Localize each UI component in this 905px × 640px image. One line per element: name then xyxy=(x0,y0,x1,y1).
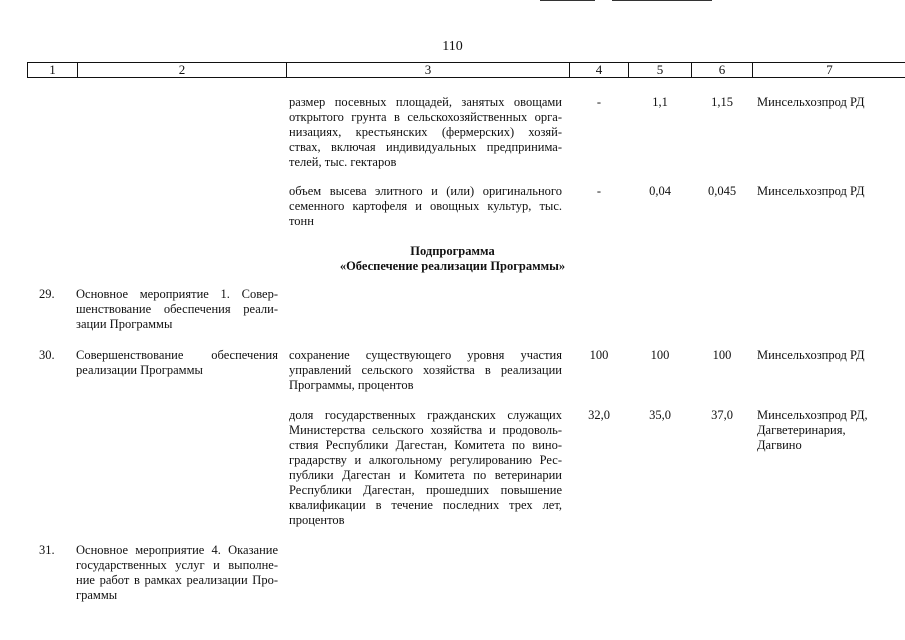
table-header xyxy=(27,62,905,78)
value-col-4: 100 xyxy=(589,348,609,362)
indicator-text: размер посевных площадей, занятых овощами открытого грунта в сельскохозяйственных орга- низациях, крестьянских (фермерских) хозяй- ствах, включая индивидуальных предпринима- телей, тыс. гектаров xyxy=(289,95,562,169)
header-col-3: 3 xyxy=(424,62,432,77)
header-col-1: 1 xyxy=(49,62,56,77)
top-rule xyxy=(540,0,595,1)
activity-text: Совершенствование обеспечения реализации Программы xyxy=(76,348,278,377)
page-number: 110 xyxy=(442,39,463,54)
top-rule xyxy=(612,0,712,1)
header-col-7: 7 xyxy=(826,62,833,77)
responsible-text: Минсельхозпрод РД xyxy=(757,95,865,109)
header-col-6: 6 xyxy=(718,62,726,77)
responsible-text: Минсельхозпрод РД xyxy=(757,184,865,198)
value-col-4: - xyxy=(596,184,602,198)
activity-text: Основное мероприятие 4. Оказание государственных услуг и выполне- ние работ в рамках реализации Про- граммы xyxy=(76,543,278,602)
value-col-5: 1,1 xyxy=(652,95,668,109)
row-number: 30. xyxy=(39,348,55,362)
responsible-text: Минсельхозпрод РД xyxy=(757,348,865,362)
value-col-6: 1,15 xyxy=(711,95,733,109)
header-col-2: 2 xyxy=(178,62,186,77)
value-col-6: 100 xyxy=(712,348,732,362)
row-number: 29. xyxy=(39,287,55,301)
activity-text: Основное мероприятие 1. Совер- шенствование обеспечения реали- зации Программы xyxy=(76,287,278,331)
value-col-4: - xyxy=(596,95,602,109)
indicator-text: сохранение существующего уровня участия управлений сельского хозяйства в реализации Программы, процентов xyxy=(289,348,562,392)
header-col-4: 4 xyxy=(595,62,603,77)
value-col-5: 35,0 xyxy=(649,408,671,422)
value-col-5: 100 xyxy=(650,348,670,362)
header-col-5: 5 xyxy=(656,62,664,77)
value-col-4: 32,0 xyxy=(588,408,610,422)
value-col-5: 0,04 xyxy=(649,184,671,198)
subprogram-heading: Подпрограмма «Обеспечение реализации Программы» xyxy=(339,244,566,273)
value-col-6: 37,0 xyxy=(711,408,733,422)
value-col-6: 0,045 xyxy=(707,184,737,198)
responsible-text: Минсельхозпрод РД, Дагветеринария, Дагвино xyxy=(757,408,868,452)
row-number: 31. xyxy=(39,543,55,557)
indicator-text: доля государственных гражданских служащих Министерства сельского хозяйства и продоволь- ствия Республики Дагестан, Комитета по вино- градарству и алкогольному регулированию Рес- публики Дагестан и Комитета по ветеринарии Республики Дагестан, прошедших повышение квалификации в течение последних трех лет, процентов xyxy=(289,408,562,527)
indicator-text: объем высева элитного и (или) оригинального семенного картофеля и овощных культур, тыс. тонн xyxy=(289,184,562,228)
